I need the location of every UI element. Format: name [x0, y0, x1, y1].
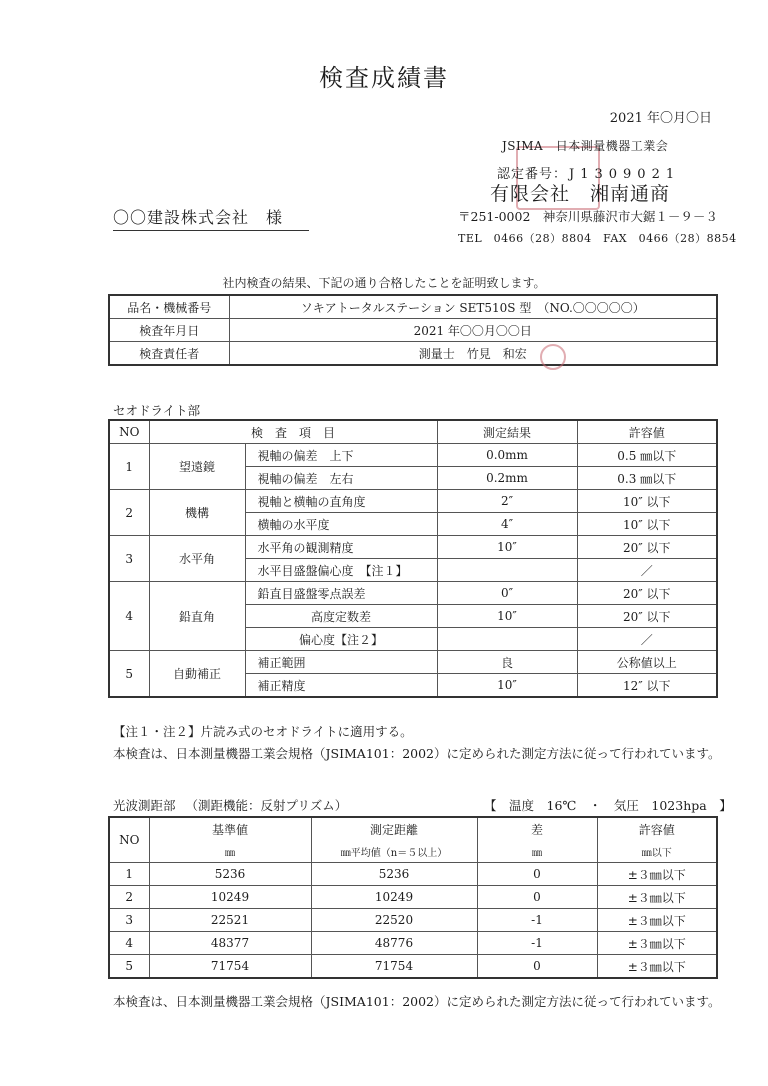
- item-name: 高度定数差: [245, 605, 437, 628]
- info-value: 測量士 竹見 和宏: [229, 342, 717, 366]
- unit-measured: ㎜平均値（n＝５以上）: [311, 840, 477, 863]
- certification-statement: 社内検査の結果、下記の通り合格したことを証明致します。: [222, 276, 546, 290]
- item-name: 補正範囲: [245, 651, 437, 674]
- row-diff: -1: [477, 909, 597, 932]
- header-no: NO: [109, 817, 149, 863]
- info-label: 品名・機械番号: [109, 295, 229, 319]
- row-no: 1: [109, 863, 149, 886]
- item-result: 0.2mm: [437, 467, 577, 490]
- row-no: 3: [109, 909, 149, 932]
- theodolite-note: 【注１・注２】片読み式のセオドライトに適用する。: [113, 724, 413, 739]
- item-result: 良: [437, 651, 577, 674]
- item-name: 視軸の偏差 左右: [245, 467, 437, 490]
- info-label: 検査年月日: [109, 319, 229, 342]
- info-table: [108, 294, 718, 366]
- header-tolerance: 許容値: [597, 817, 717, 840]
- header-item: 検 査 項 目: [149, 420, 437, 444]
- measurement-conditions: 【 温度 16℃ ・ 気圧 1023hpa 】: [484, 798, 732, 813]
- item-name: 偏心度【注２】: [245, 628, 437, 651]
- edm-section-title: [113, 796, 347, 814]
- item-tolerance: 0.3 ㎜以下: [577, 467, 717, 490]
- item-tolerance: 20″ 以下: [577, 582, 717, 605]
- row-base: 10249: [149, 886, 311, 909]
- header-tolerance: 許容値: [577, 420, 717, 444]
- standard-note: 本検査は、日本測量機器工業会規格（JSIMA101：2002）に定められた測定方法に従って行われています。: [113, 746, 721, 761]
- item-tolerance: 10″ 以下: [577, 513, 717, 536]
- row-no: 4: [109, 932, 149, 955]
- table-row: [109, 490, 717, 513]
- issuer-company: 有限会社 湘南通商: [490, 183, 671, 205]
- group-no: 5: [109, 651, 149, 698]
- item-name: 横軸の水平度: [245, 513, 437, 536]
- header-diff: 差: [477, 817, 597, 840]
- info-label: 検査責任者: [109, 342, 229, 366]
- item-tolerance: 10″ 以下: [577, 490, 717, 513]
- row-diff: 0: [477, 886, 597, 909]
- item-name: 補正精度: [245, 674, 437, 698]
- unit-diff: ㎜: [477, 840, 597, 863]
- row-diff: 0: [477, 863, 597, 886]
- group-no: 2: [109, 490, 149, 536]
- table-row: [109, 582, 717, 605]
- row-tolerance: ±３㎜以下: [597, 886, 717, 909]
- issuer-address: 〒251-0002 神奈川県藤沢市大鋸１－９－３: [458, 209, 718, 224]
- group-name: 自動補正: [149, 651, 245, 698]
- item-result: [437, 559, 577, 582]
- row-base: 22521: [149, 909, 311, 932]
- item-result: 0″: [437, 582, 577, 605]
- table-row: [109, 955, 717, 979]
- row-no: 2: [109, 886, 149, 909]
- table-header-row: [109, 817, 717, 840]
- row-base: 5236: [149, 863, 311, 886]
- item-result: 0.0mm: [437, 444, 577, 467]
- theodolite-section-title: セオドライト部: [113, 403, 201, 418]
- edm-footer-note: 本検査は、日本測量機器工業会規格（JSIMA101：2002）に定められた測定方法に従って行われています。: [113, 994, 721, 1009]
- group-name: 機構: [149, 490, 245, 536]
- group-name: 水平角: [149, 536, 245, 582]
- row-tolerance: ±３㎜以下: [597, 909, 717, 932]
- item-name: 水平目盛盤偏心度 【注１】: [245, 559, 437, 582]
- row-tolerance: ±３㎜以下: [597, 955, 717, 979]
- unit-tolerance: ㎜以下: [597, 840, 717, 863]
- group-name: 鉛直角: [149, 582, 245, 651]
- item-name: 視軸と横軸の直角度: [245, 490, 437, 513]
- item-tolerance: ／: [577, 628, 717, 651]
- item-result: 4″: [437, 513, 577, 536]
- group-name: 望遠鏡: [149, 444, 245, 490]
- edm-subtitle: （測距機能：反射プリズム）: [185, 798, 348, 813]
- header-base: 基準値: [149, 817, 311, 840]
- item-name: 視軸の偏差 上下: [245, 444, 437, 467]
- edm-title: 光波測距部: [113, 798, 176, 813]
- row-tolerance: ±３㎜以下: [597, 932, 717, 955]
- row-diff: -1: [477, 932, 597, 955]
- table-header-unit-row: [109, 840, 717, 863]
- table-row: [109, 342, 717, 366]
- group-no: 1: [109, 444, 149, 490]
- row-measured: 71754: [311, 955, 477, 979]
- info-value: ソキアトータルステーション SET510S 型 （NO.〇〇〇〇〇）: [229, 295, 717, 319]
- table-row: [109, 886, 717, 909]
- edm-table: [108, 816, 718, 979]
- client-name: 〇〇建設株式会社 様: [113, 205, 309, 231]
- table-header-row: [109, 420, 717, 444]
- row-measured: 5236: [311, 863, 477, 886]
- cert-label: 認定番号：: [497, 167, 568, 182]
- item-name: 鉛直目盛盤零点誤差: [245, 582, 437, 605]
- table-row: [109, 319, 717, 342]
- header-result: 測定結果: [437, 420, 577, 444]
- issue-date: 2021 年〇月〇日: [609, 111, 712, 126]
- row-diff: 0: [477, 955, 597, 979]
- item-result: 10″: [437, 605, 577, 628]
- row-tolerance: ±３㎜以下: [597, 863, 717, 886]
- table-row: [109, 909, 717, 932]
- row-base: 71754: [149, 955, 311, 979]
- association-name: JSIMA 日本測量機器工業会: [502, 139, 669, 153]
- cert-number: J1309021: [569, 167, 681, 182]
- item-result: 2″: [437, 490, 577, 513]
- inspector-seal-icon: [540, 344, 566, 370]
- item-tolerance: 公称値以上: [577, 651, 717, 674]
- table-row: [109, 536, 717, 559]
- table-row: [109, 932, 717, 955]
- issuer-phone-fax: TEL 0466（28）8804 FAX 0466（28）8854: [458, 232, 737, 245]
- table-row: [109, 295, 717, 319]
- item-tolerance: 0.5 ㎜以下: [577, 444, 717, 467]
- item-result: 10″: [437, 536, 577, 559]
- item-tolerance: 20″ 以下: [577, 536, 717, 559]
- item-tolerance: ／: [577, 559, 717, 582]
- info-value: 2021 年〇〇月〇〇日: [229, 319, 717, 342]
- row-no: 5: [109, 955, 149, 979]
- theodolite-table: [108, 419, 718, 698]
- item-result: [437, 628, 577, 651]
- header-measured: 測定距離: [311, 817, 477, 840]
- header-no: NO: [109, 420, 149, 444]
- table-row: [109, 651, 717, 674]
- group-no: 3: [109, 536, 149, 582]
- table-row: [109, 863, 717, 886]
- unit-base: ㎜: [149, 840, 311, 863]
- item-tolerance: 20″ 以下: [577, 605, 717, 628]
- item-result: 10″: [437, 674, 577, 698]
- group-no: 4: [109, 582, 149, 651]
- item-tolerance: 12″ 以下: [577, 674, 717, 698]
- row-measured: 10249: [311, 886, 477, 909]
- row-measured: 48776: [311, 932, 477, 955]
- item-name: 水平角の観測精度: [245, 536, 437, 559]
- table-row: [109, 444, 717, 467]
- document-title: 検査成績書: [319, 64, 449, 92]
- row-base: 48377: [149, 932, 311, 955]
- row-measured: 22520: [311, 909, 477, 932]
